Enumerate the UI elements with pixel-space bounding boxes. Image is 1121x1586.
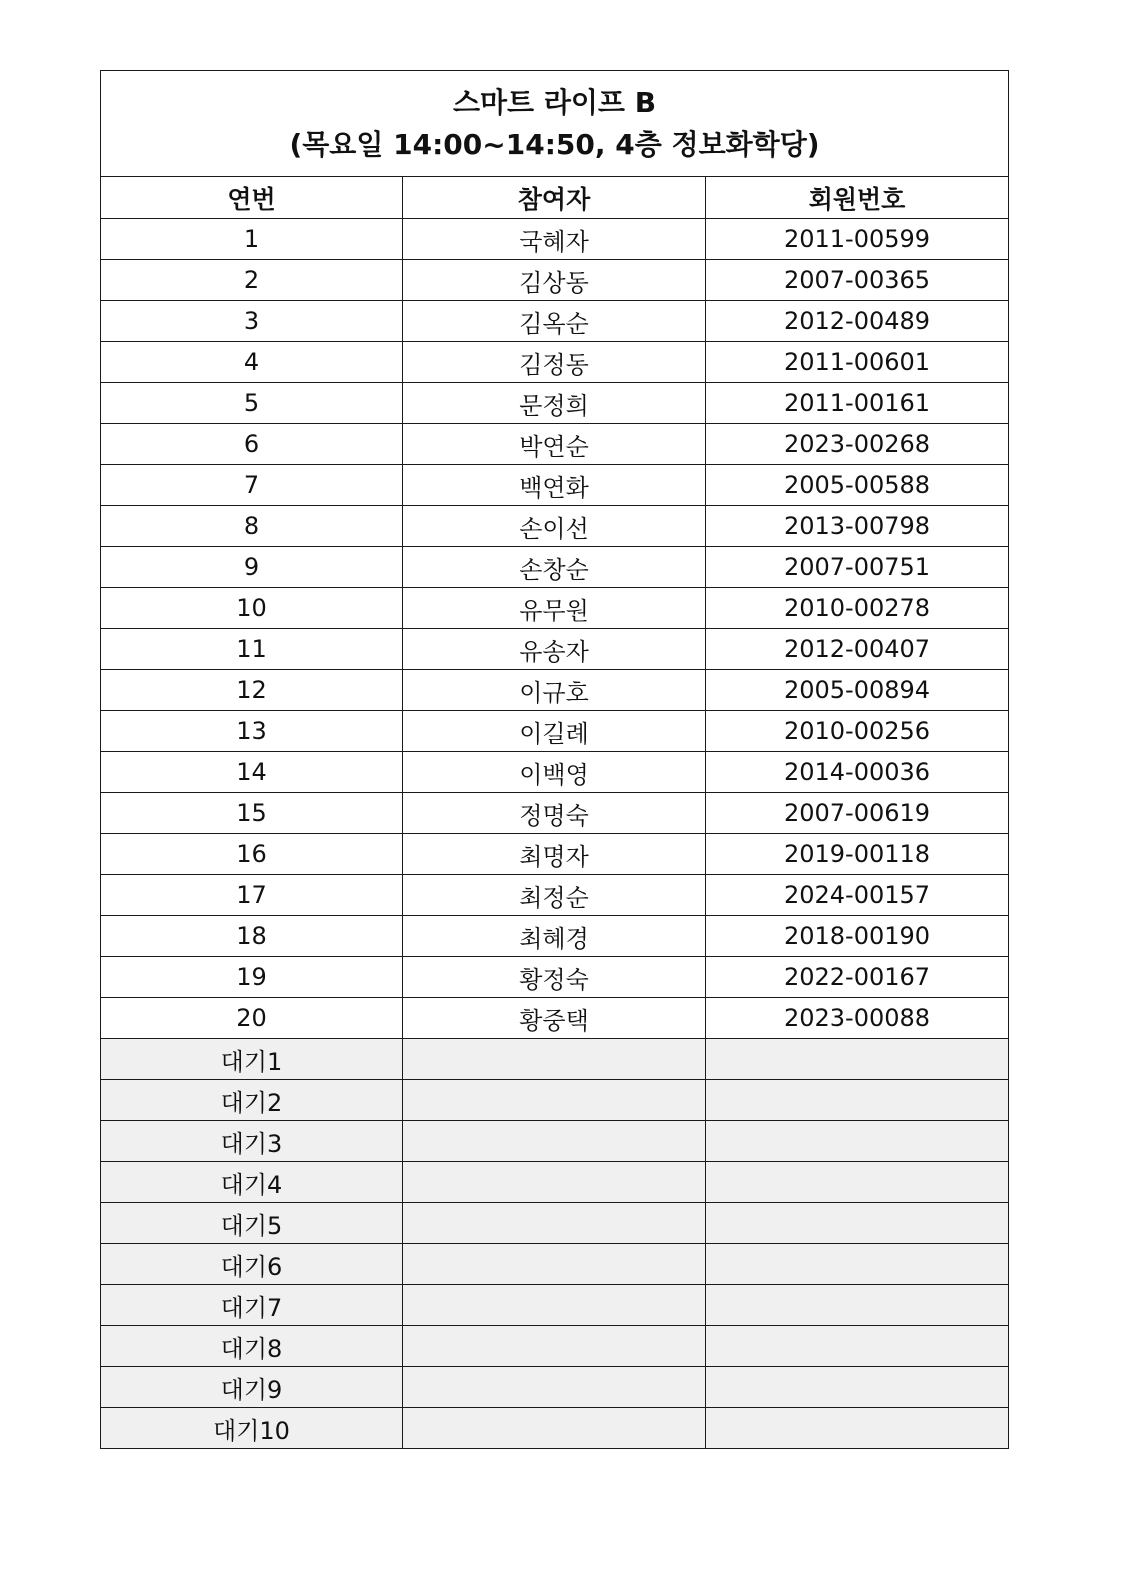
header-row xyxy=(101,177,1009,219)
row-number-cell: 대기5 xyxy=(101,1203,403,1244)
row-number-cell: 대기2 xyxy=(101,1080,403,1121)
member-id-cell: 2007-00751 xyxy=(706,547,1009,588)
member-id-cell: 2023-00088 xyxy=(706,998,1009,1039)
table-row xyxy=(101,424,1009,465)
participant-name-cell: 최혜경 xyxy=(403,916,706,957)
row-number-cell: 10 xyxy=(101,588,403,629)
table-row xyxy=(101,998,1009,1039)
participant-name-cell: 최명자 xyxy=(403,834,706,875)
table-row xyxy=(101,506,1009,547)
table-row xyxy=(101,793,1009,834)
table-row xyxy=(101,219,1009,260)
table-row xyxy=(101,916,1009,957)
participant-name-cell xyxy=(403,1285,706,1326)
member-id-cell: 2013-00798 xyxy=(706,506,1009,547)
row-number-cell: 대기3 xyxy=(101,1121,403,1162)
table-row xyxy=(101,588,1009,629)
member-id-cell xyxy=(706,1408,1009,1449)
participant-name-cell: 정명숙 xyxy=(403,793,706,834)
member-id-cell: 2012-00407 xyxy=(706,629,1009,670)
table-row xyxy=(101,301,1009,342)
participant-name-cell: 이백영 xyxy=(403,752,706,793)
row-number-cell: 4 xyxy=(101,342,403,383)
participant-name-cell: 유무원 xyxy=(403,588,706,629)
row-number-cell: 17 xyxy=(101,875,403,916)
row-number-cell: 대기8 xyxy=(101,1326,403,1367)
row-number-cell: 대기9 xyxy=(101,1367,403,1408)
row-number-cell: 대기4 xyxy=(101,1162,403,1203)
member-id-cell xyxy=(706,1203,1009,1244)
member-id-cell xyxy=(706,1244,1009,1285)
member-id-cell: 2007-00619 xyxy=(706,793,1009,834)
waitlist-rows xyxy=(101,1039,1009,1449)
participant-name-cell: 국혜자 xyxy=(403,219,706,260)
waitlist-row xyxy=(101,1285,1009,1326)
table-row xyxy=(101,834,1009,875)
table-row xyxy=(101,875,1009,916)
member-id-cell xyxy=(706,1121,1009,1162)
row-number-cell: 7 xyxy=(101,465,403,506)
member-id-cell: 2011-00161 xyxy=(706,383,1009,424)
row-number-cell: 16 xyxy=(101,834,403,875)
member-id-cell: 2018-00190 xyxy=(706,916,1009,957)
row-number-cell: 6 xyxy=(101,424,403,465)
waitlist-row xyxy=(101,1244,1009,1285)
waitlist-row xyxy=(101,1408,1009,1449)
participant-name-cell xyxy=(403,1203,706,1244)
participant-name-cell: 김상동 xyxy=(403,260,706,301)
member-id-cell: 2005-00894 xyxy=(706,670,1009,711)
participant-name-cell: 이길례 xyxy=(403,711,706,752)
participant-name-cell: 손이선 xyxy=(403,506,706,547)
column-header-number: 연번 xyxy=(101,177,403,219)
member-id-cell xyxy=(706,1080,1009,1121)
participant-name-cell: 문정희 xyxy=(403,383,706,424)
row-number-cell: 14 xyxy=(101,752,403,793)
participant-rows xyxy=(101,219,1009,1039)
table-title xyxy=(101,71,1009,177)
participant-name-cell xyxy=(403,1121,706,1162)
member-id-cell: 2014-00036 xyxy=(706,752,1009,793)
waitlist-row xyxy=(101,1039,1009,1080)
member-id-cell: 2012-00489 xyxy=(706,301,1009,342)
row-number-cell: 대기6 xyxy=(101,1244,403,1285)
table-row xyxy=(101,957,1009,998)
row-number-cell: 13 xyxy=(101,711,403,752)
participant-name-cell xyxy=(403,1080,706,1121)
participant-name-cell: 이규호 xyxy=(403,670,706,711)
member-id-cell: 2011-00599 xyxy=(706,219,1009,260)
member-id-cell xyxy=(706,1039,1009,1080)
member-id-cell: 2007-00365 xyxy=(706,260,1009,301)
row-number-cell: 15 xyxy=(101,793,403,834)
participant-name-cell xyxy=(403,1162,706,1203)
participant-name-cell: 박연순 xyxy=(403,424,706,465)
member-id-cell xyxy=(706,1285,1009,1326)
row-number-cell: 12 xyxy=(101,670,403,711)
participant-name-cell: 손창순 xyxy=(403,547,706,588)
waitlist-row xyxy=(101,1326,1009,1367)
row-number-cell: 5 xyxy=(101,383,403,424)
member-id-cell xyxy=(706,1162,1009,1203)
participant-name-cell xyxy=(403,1244,706,1285)
column-header-member-id: 회원번호 xyxy=(706,177,1009,219)
row-number-cell: 대기7 xyxy=(101,1285,403,1326)
waitlist-row xyxy=(101,1080,1009,1121)
participant-name-cell xyxy=(403,1039,706,1080)
row-number-cell: 19 xyxy=(101,957,403,998)
row-number-cell: 대기1 xyxy=(101,1039,403,1080)
row-number-cell: 9 xyxy=(101,547,403,588)
table-row xyxy=(101,547,1009,588)
participant-name-cell xyxy=(403,1326,706,1367)
member-id-cell: 2011-00601 xyxy=(706,342,1009,383)
title-schedule: (목요일 14:00~14:50, 4층 정보화학당) xyxy=(289,127,820,161)
participant-table xyxy=(100,70,1009,1449)
table-row xyxy=(101,260,1009,301)
row-number-cell: 20 xyxy=(101,998,403,1039)
member-id-cell: 2024-00157 xyxy=(706,875,1009,916)
table-row xyxy=(101,342,1009,383)
table-row xyxy=(101,670,1009,711)
row-number-cell: 1 xyxy=(101,219,403,260)
table-row xyxy=(101,383,1009,424)
participant-name-cell: 백연화 xyxy=(403,465,706,506)
participant-name-cell: 황정숙 xyxy=(403,957,706,998)
participant-name-cell: 최정순 xyxy=(403,875,706,916)
member-id-cell xyxy=(706,1367,1009,1408)
participant-name-cell: 김옥순 xyxy=(403,301,706,342)
table-row xyxy=(101,752,1009,793)
participant-name-cell: 유송자 xyxy=(403,629,706,670)
waitlist-row xyxy=(101,1203,1009,1244)
table-row xyxy=(101,711,1009,752)
member-id-cell: 2023-00268 xyxy=(706,424,1009,465)
column-header-participant: 참여자 xyxy=(403,177,706,219)
member-id-cell xyxy=(706,1326,1009,1367)
waitlist-row xyxy=(101,1121,1009,1162)
table-row xyxy=(101,465,1009,506)
row-number-cell: 18 xyxy=(101,916,403,957)
participant-name-cell xyxy=(403,1408,706,1449)
waitlist-row xyxy=(101,1162,1009,1203)
participant-name-cell xyxy=(403,1367,706,1408)
row-number-cell: 8 xyxy=(101,506,403,547)
row-number-cell: 대기10 xyxy=(101,1408,403,1449)
member-id-cell: 2010-00278 xyxy=(706,588,1009,629)
participant-name-cell: 황중택 xyxy=(403,998,706,1039)
table-row xyxy=(101,629,1009,670)
participant-name-cell: 김정동 xyxy=(403,342,706,383)
row-number-cell: 11 xyxy=(101,629,403,670)
member-id-cell: 2005-00588 xyxy=(706,465,1009,506)
title-class-name: 스마트 라이프 B xyxy=(452,85,657,119)
member-id-cell: 2010-00256 xyxy=(706,711,1009,752)
member-id-cell: 2022-00167 xyxy=(706,957,1009,998)
row-number-cell: 3 xyxy=(101,301,403,342)
member-id-cell: 2019-00118 xyxy=(706,834,1009,875)
row-number-cell: 2 xyxy=(101,260,403,301)
waitlist-row xyxy=(101,1367,1009,1408)
